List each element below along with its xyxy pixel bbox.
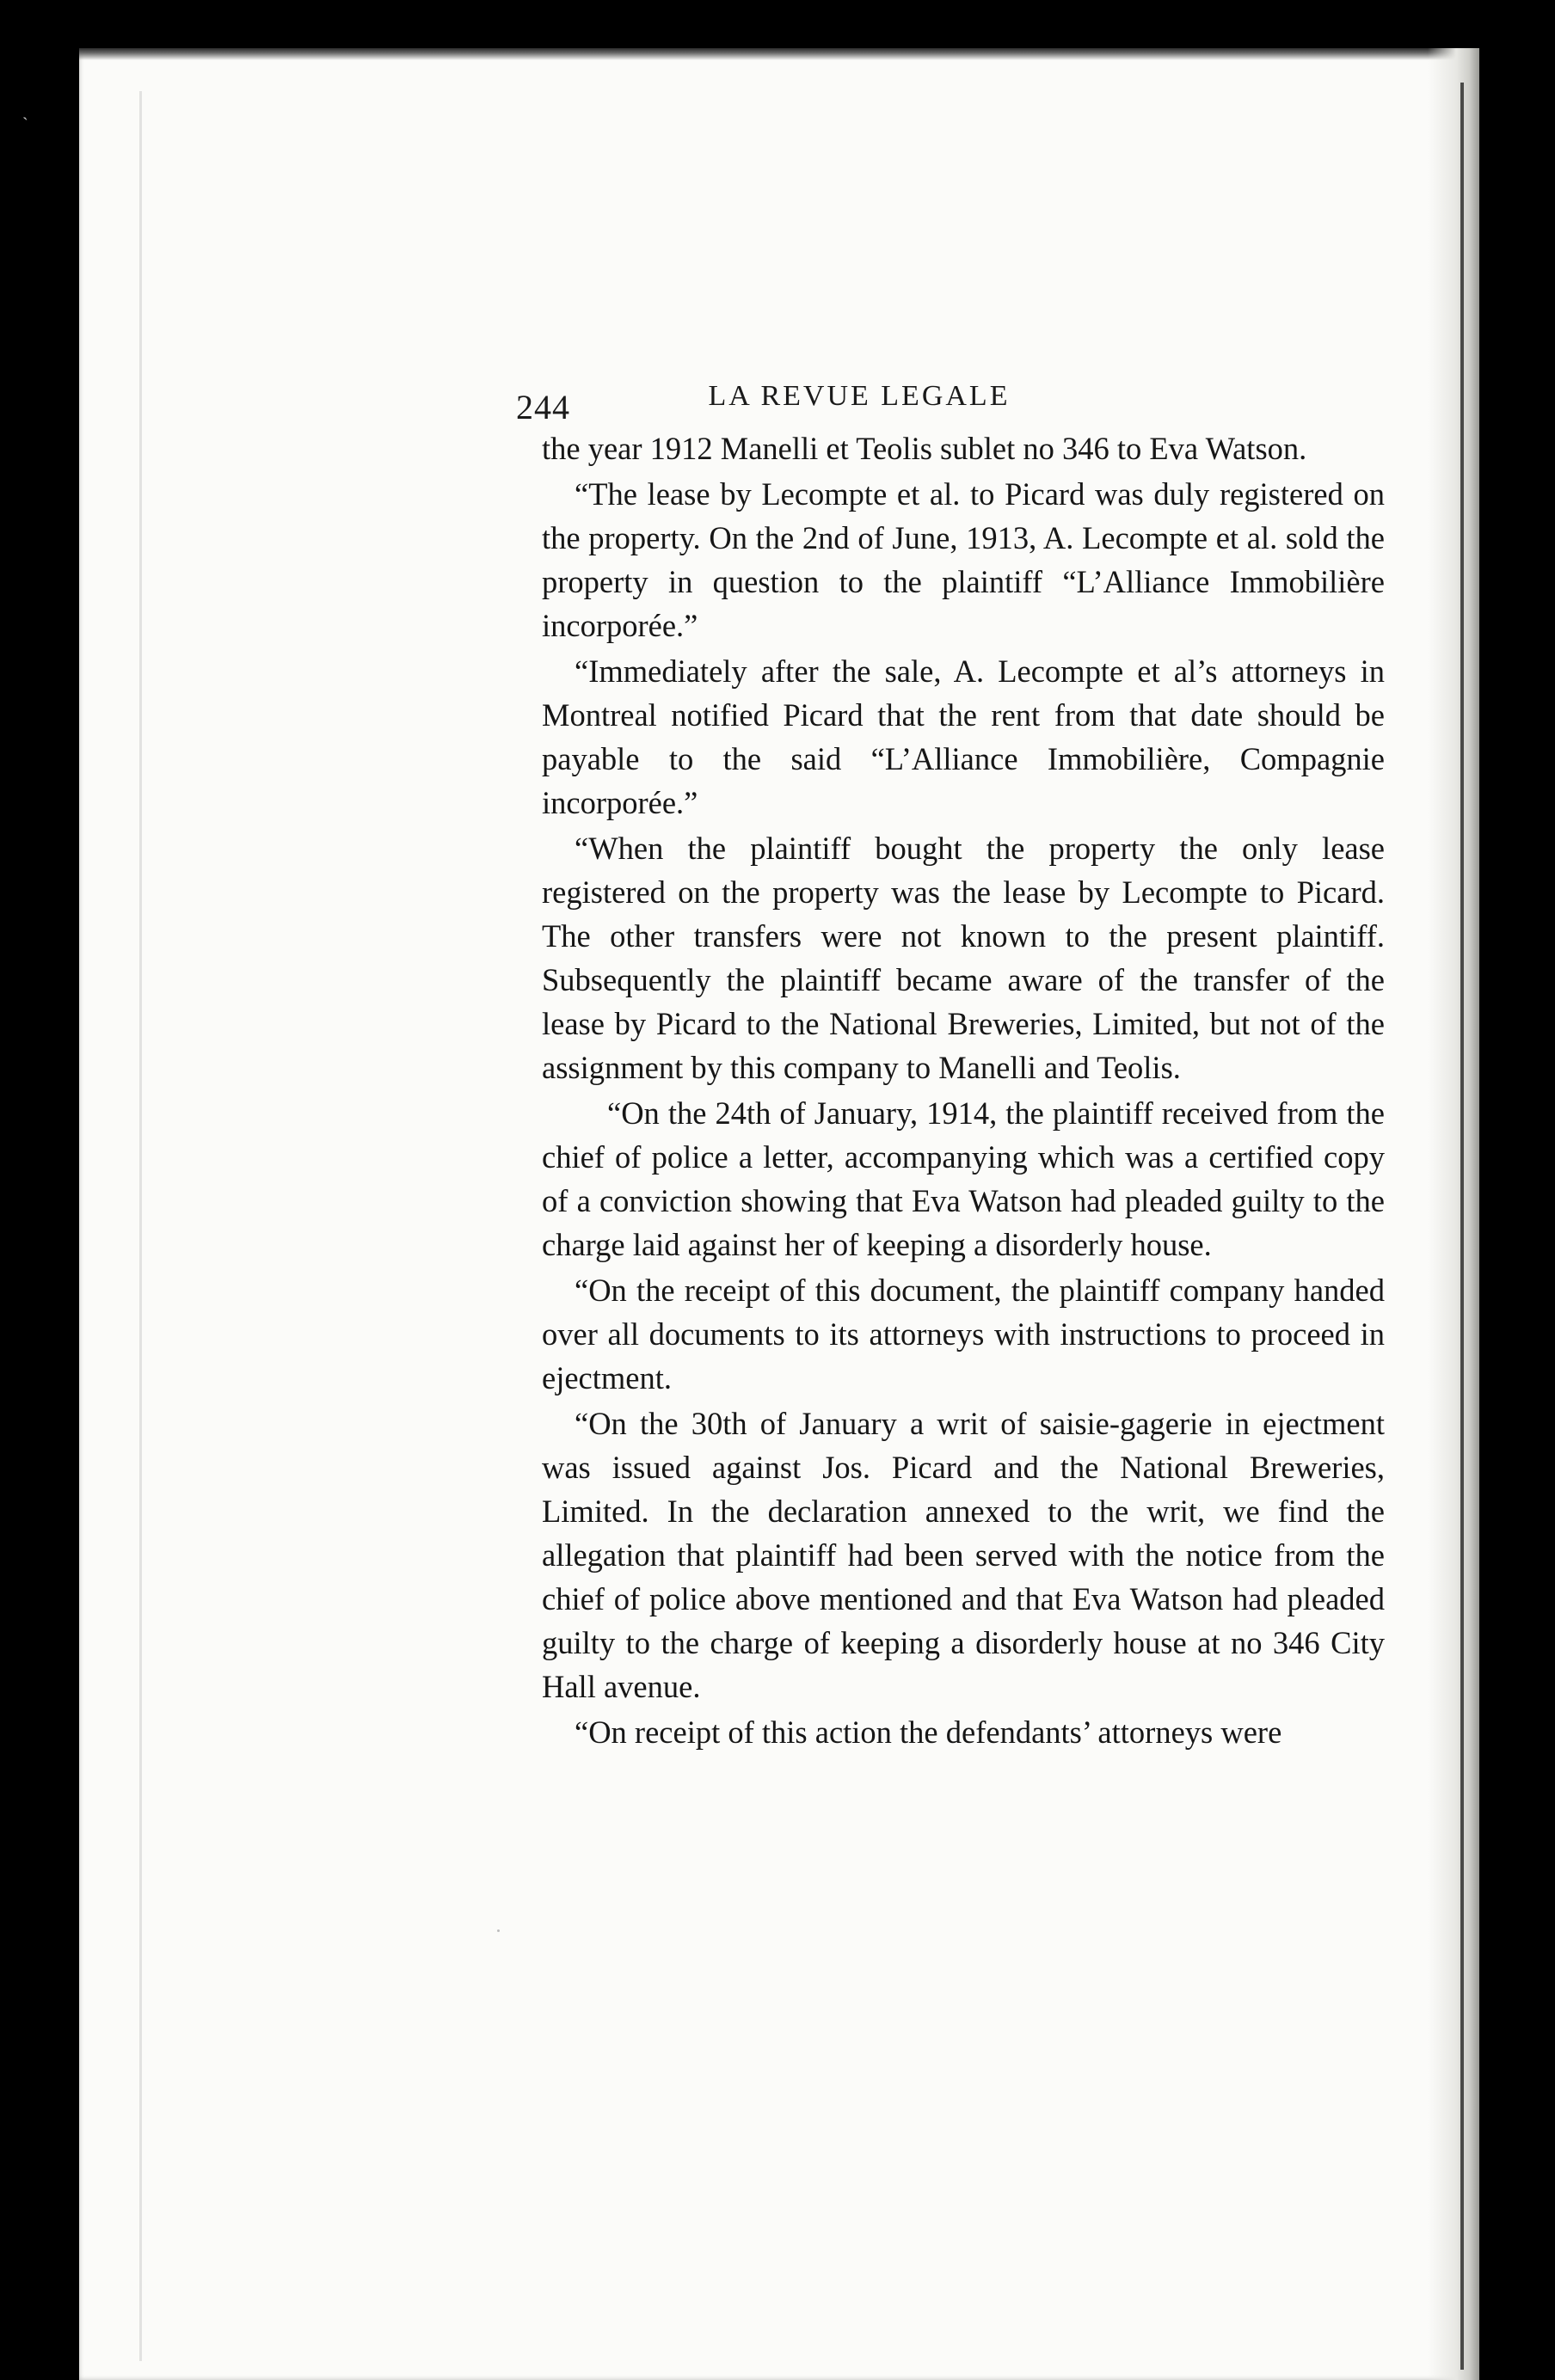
page-left-edge <box>139 91 142 2361</box>
scan-speck <box>497 1929 500 1932</box>
paragraph: “When the plaintiff bought the property the only lease registered on the property was the lease by Lecompte to Picard. The other transfers were not known to the present plaintiff. Subsequently the plaintiff became aware of the transfer of the lease by Picard to the National Breweries, Limited, but not of the assignment by this company to Manelli and Teolis. <box>542 831 1385 1085</box>
paragraph: “On receipt of this action the defendants’ attorneys were <box>575 1714 1282 1750</box>
scan-mark-icon: ˎ <box>22 101 28 120</box>
page-binding-line <box>1460 83 1464 2370</box>
running-title: LA REVUE LEGALE <box>708 380 1011 412</box>
paragraph: “On the receipt of this document, the plaintiff company handed over all documents to its attorneys with instructions to proceed in ejectment. <box>542 1273 1385 1395</box>
page-top-edge <box>79 48 1479 60</box>
paragraph: the year 1912 Manelli et Teolis sublet no 346 to Eva Watson. <box>542 431 1307 466</box>
paragraph: “Immediately after the sale, A. Lecompte et al’s attorneys in Montreal notified Picard that the rent from that date should be payable to the said “L’Alliance Immobilière, Compagnie incorporée.” <box>542 653 1385 820</box>
paragraph: “On the 30th of January a writ of saisie-gagerie in ejectment was issued against Jos. Picard and the National Breweries, Limited. In the declaration annexed to the writ, we find the allegation that plaintiff had been served with the notice from the chief of police above mentioned and that Eva Watson had pleaded guilty to the charge of keeping a disorderly house at no 346 City Hall avenue. <box>542 1406 1385 1704</box>
paragraph: “On the 24th of January, 1914, the plaintiff received from the chief of police a letter, accompanying which was a certified copy of a conviction showing that Eva Watson had pleaded guilty to the charge laid against her of keeping a disorderly house. <box>542 1095 1385 1262</box>
page-number: 244 <box>516 388 570 426</box>
body-text <box>542 426 1385 1756</box>
paragraph: “The lease by Lecompte et al. to Picard was duly registered on the property. On the 2nd of June, 1913, A. Lecompte et al. sold the property in question to the plaintiff “L’Alliance Immobilière incorporée.” <box>542 476 1385 643</box>
